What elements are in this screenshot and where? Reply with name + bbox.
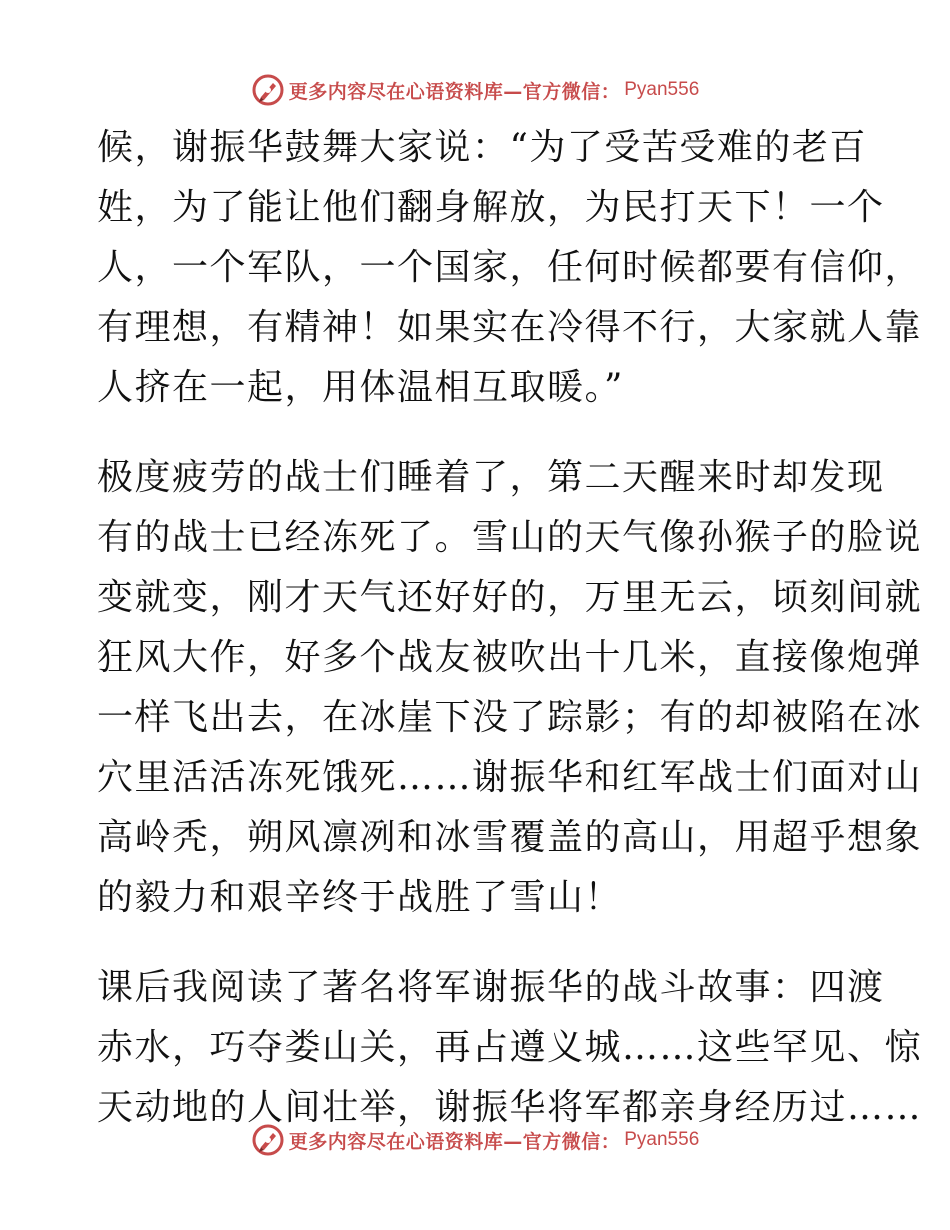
text-line: 人，一个军队，一个国家，任何时候都要有信仰， — [97, 247, 923, 288]
text-line: 高岭秃，朔风凛冽和冰雪覆盖的高山，用超乎想象 — [97, 817, 923, 858]
wechat-id: Pyan556 — [624, 1129, 700, 1150]
text-line: 姓，为了能让他们翻身解放，为民打天下！一个 — [97, 187, 885, 228]
text-line: 有的战士已经冻死了。雪山的天气像孙猴子的脸说 — [97, 517, 923, 558]
text-line: 穴里活活冻死饿死……谢振华和红军战士们面对山 — [97, 757, 923, 798]
paragraph-1 — [97, 118, 923, 418]
paragraph-gap — [97, 928, 857, 958]
paragraph-3 — [97, 958, 923, 1138]
banner-text: 更多内容尽在心语资料库—官方微信： — [288, 1130, 621, 1153]
text-line: 人挤在一起，用体温相互取暖。” — [97, 367, 624, 408]
text-line: 课后我阅读了著名将军谢振华的战斗故事：四渡 — [97, 967, 885, 1008]
banner-text: 更多内容尽在心语资料库—官方微信： — [288, 80, 621, 103]
text-line: 狂风大作，好多个战友被吹出十几米，直接像炮弹 — [97, 637, 923, 678]
pen-logo-icon — [251, 1123, 285, 1157]
wechat-id: Pyan556 — [624, 79, 700, 100]
text-line: 有理想，有精神！如果实在冷得不行，大家就人靠 — [97, 307, 923, 348]
text-line: 变就变，刚才天气还好好的，万里无云，顷刻间就 — [97, 577, 923, 618]
header-banner — [0, 70, 950, 110]
text-line: 的毅力和艰辛终于战胜了雪山！ — [97, 877, 623, 918]
paragraph-2 — [97, 448, 923, 928]
pen-logo-icon — [251, 73, 285, 107]
paragraph-gap — [97, 418, 857, 448]
document-body — [97, 118, 923, 1138]
text-line: 一样飞出去，在冰崖下没了踪影；有的却被陷在冰 — [97, 697, 923, 738]
text-line: 赤水，巧夺娄山关，再占遵义城……这些罕见、惊 — [97, 1027, 923, 1068]
text-line: 天动地的人间壮举，谢振华将军都亲身经历过…… — [97, 1087, 923, 1128]
text-line: 极度疲劳的战士们睡着了，第二天醒来时却发现 — [97, 457, 885, 498]
text-line: 候，谢振华鼓舞大家说：“为了受苦受难的老百 — [97, 127, 867, 168]
footer-banner — [0, 1120, 950, 1160]
